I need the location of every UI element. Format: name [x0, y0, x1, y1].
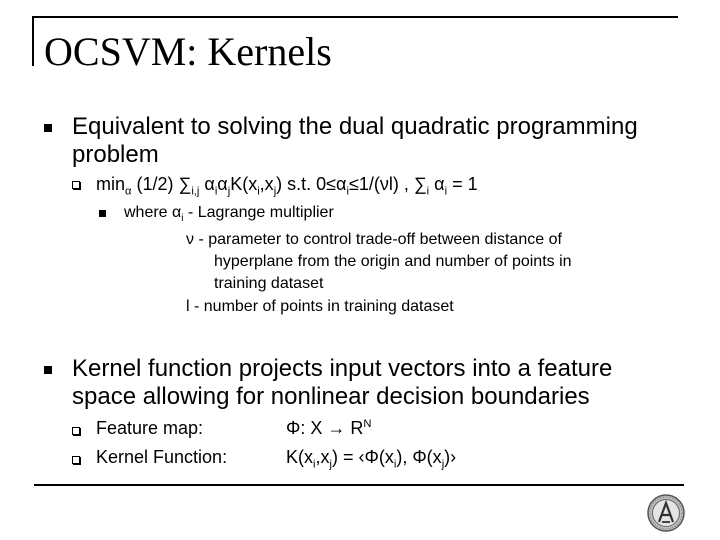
slide-frame-left-rule	[32, 16, 34, 66]
kernel-function-formula: $K(x_i,x_j)$ = $‹\Phi(x_i)$, $\Phi(x_j)›$	[286, 447, 457, 471]
hollow-square-bullet-icon	[72, 427, 80, 435]
slide-title: OCSVM: Kernels	[44, 29, 332, 74]
bullet-line: problem	[72, 141, 159, 168]
dual-objective-formula: $\min_\alpha (1/2)$ $\sum_{i,j}$ $\alpha_i\alpha_jK(x_i,x_j)$ s.t. $0\le\alpha_i\le 1/(\nu l)$ , $\sum_i$ $\alpha_i = 1$	[96, 174, 478, 198]
filled-square-bullet-icon	[44, 124, 52, 132]
university-seal-logo	[647, 494, 685, 532]
slide-footer-rule	[34, 484, 684, 486]
l-parameter-definition: l - number of points in training dataset	[186, 298, 454, 315]
lagrange-multiplier-definition: where $\alpha_i$ - Lagrange multiplier	[124, 204, 334, 225]
slide-frame-top-rule	[32, 16, 678, 18]
nu-parameter-definition-cont: hyperplane from the origin and number of points in	[214, 253, 572, 270]
filled-square-bullet-icon	[44, 366, 52, 374]
hollow-square-bullet-icon	[72, 181, 80, 189]
nu-parameter-definition-cont: training dataset	[214, 275, 324, 292]
feature-map-formula: Φ: $X \to R^N$	[286, 418, 372, 438]
hollow-square-bullet-icon	[72, 456, 80, 464]
bullet-line: space allowing for nonlinear decision boundaries	[72, 383, 590, 410]
bullet-line: Kernel function projects input vectors into a feature	[72, 355, 613, 382]
bullet-text-kernel-function	[72, 355, 612, 411]
bullet-text-dual-qp	[72, 113, 638, 169]
small-filled-square-bullet-icon	[99, 210, 106, 217]
feature-map-label: Feature map:	[96, 418, 204, 438]
nu-parameter-definition: ν - parameter to control trade-off between distance of	[186, 231, 562, 248]
bullet-line: Equivalent to solving the dual quadratic programming	[72, 113, 638, 140]
kernel-function-label: Kernel Function:	[96, 447, 228, 467]
